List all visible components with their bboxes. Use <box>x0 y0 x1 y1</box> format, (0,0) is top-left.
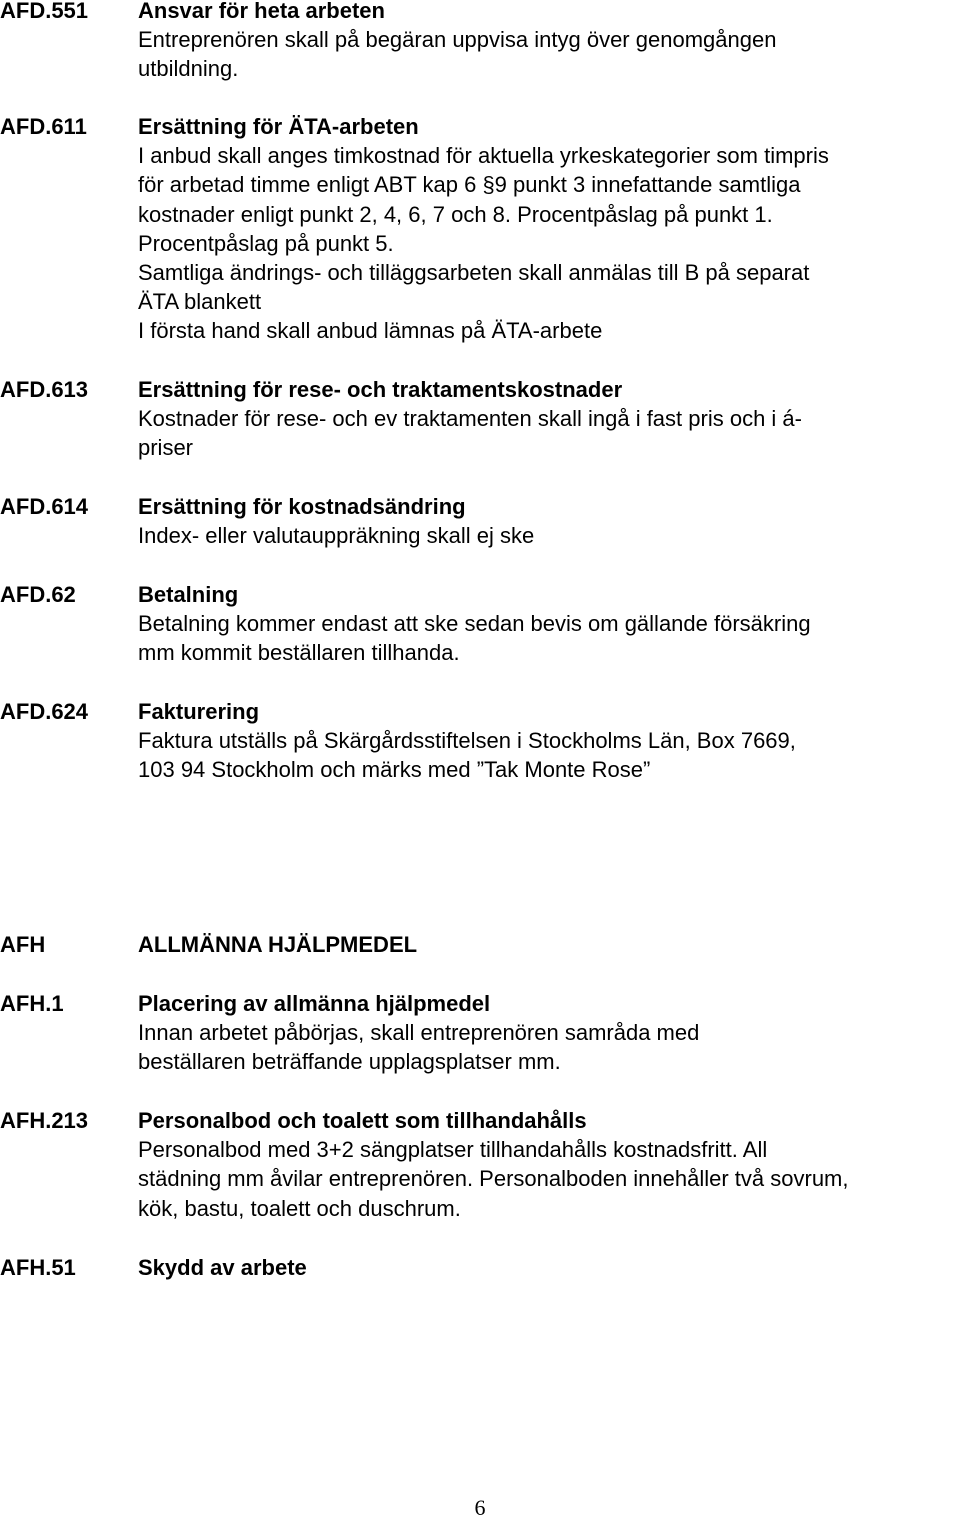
section-code: AFD.613 <box>0 377 89 402</box>
section-title: Ersättning för rese- och traktamentskostnader <box>138 377 623 402</box>
body-line: Kostnader för rese- och ev traktamenten skall ingå i fast pris och i á- <box>138 406 802 432</box>
body-line: I första hand skall anbud lämnas på ÄTA-arbete <box>138 318 603 344</box>
section-code: AFH.1 <box>0 991 64 1016</box>
section-code: AFD.62 <box>0 582 76 607</box>
section-title: Ansvar för heta arbeten <box>138 0 385 23</box>
body-line: Procentpåslag på punkt 5. <box>138 230 394 256</box>
section-title: Placering av allmänna hjälpmedel <box>138 991 491 1016</box>
body-line: kök, bastu, toalett och duschrum. <box>138 1195 461 1221</box>
section-body <box>138 492 956 550</box>
section-body <box>138 697 956 785</box>
section-body <box>138 375 956 463</box>
body-line: priser <box>138 435 194 461</box>
section-code: AFD.624 <box>0 699 89 724</box>
body-line: Betalning kommer endast att ske sedan bevis om gällande försäkring <box>138 611 811 637</box>
section-body <box>138 930 956 959</box>
section-body <box>138 0 956 84</box>
body-line: Samtliga ändrings- och tilläggsarbeten skall anmälas till B på separat <box>138 260 810 286</box>
body-line: Personalbod med 3+2 sängplatser tillhandahålls kostnadsfritt. All <box>138 1137 768 1163</box>
section-body <box>138 989 956 1077</box>
section-code: AFH.213 <box>0 1108 89 1133</box>
section-body <box>138 112 956 346</box>
page-number: 6 <box>474 1495 486 1520</box>
body-line: mm kommit beställaren tillhanda. <box>138 640 460 666</box>
section-code: AFH <box>0 932 46 957</box>
section-title: ALLMÄNNA HJÄLPMEDEL <box>138 932 418 957</box>
body-line: utbildning. <box>138 56 239 82</box>
section-title: Ersättning för ÄTA-arbeten <box>138 114 419 139</box>
section-code: AFD.611 <box>0 114 87 139</box>
section-code: AFD.614 <box>0 494 89 519</box>
body-line: Innan arbetet påbörjas, skall entreprenören samråda med <box>138 1020 700 1046</box>
section-body <box>138 580 956 668</box>
section-code: AFD.551 <box>0 0 89 23</box>
body-line: städning mm åvilar entreprenören. Personalboden innehåller två sovrum, <box>138 1166 849 1192</box>
section-body <box>138 1106 956 1223</box>
body-line: beställaren beträffande upplagsplatser mm. <box>138 1049 561 1075</box>
section-title: Skydd av arbete <box>138 1255 307 1280</box>
body-line: I anbud skall anges timkostnad för aktuella yrkeskategorier som timpris <box>138 143 829 169</box>
body-line: 103 94 Stockholm och märks med ”Tak Monte Rose” <box>138 757 651 783</box>
section-title: Ersättning för kostnadsändring <box>138 494 466 519</box>
section-title: Betalning <box>138 582 239 607</box>
section-title: Fakturering <box>138 699 260 724</box>
body-line: ÄTA blankett <box>138 289 262 315</box>
section-title: Personalbod och toalett som tillhandahålls <box>138 1108 587 1133</box>
section-code: AFH.51 <box>0 1255 76 1280</box>
body-line: Faktura utställs på Skärgårdsstiftelsen i Stockholms Län, Box 7669, <box>138 728 796 754</box>
body-line: för arbetad timme enligt ABT kap 6 §9 punkt 3 innefattande samtliga <box>138 172 801 198</box>
body-line: Entreprenören skall på begäran uppvisa intyg över genomgången <box>138 27 777 53</box>
section-body <box>138 1253 956 1282</box>
body-line: Index- eller valutauppräkning skall ej ske <box>138 523 535 549</box>
body-line: kostnader enligt punkt 2, 4, 6, 7 och 8. Procentpåslag på punkt 1. <box>138 201 773 227</box>
